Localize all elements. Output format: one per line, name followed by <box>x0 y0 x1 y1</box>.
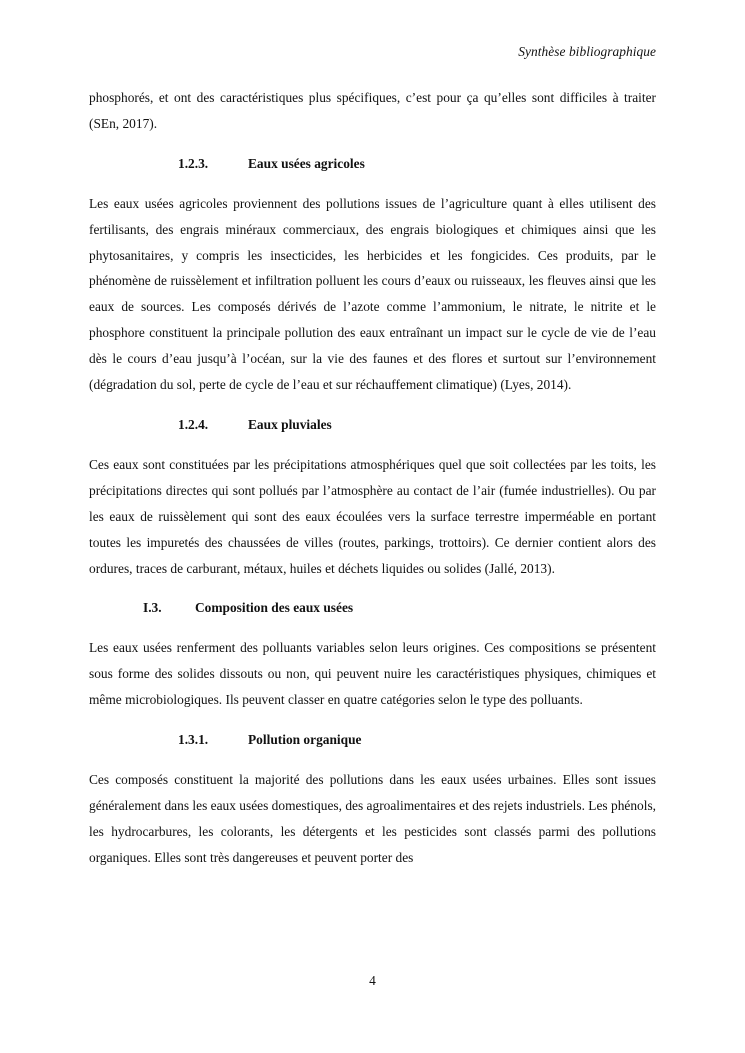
paragraph-rainwater: Ces eaux sont constituées par les précipitations atmosphériques quel que soit collectées par les toits, les précipitations directes qui sont pollués par l’atmosphère au contact de l’air (fumée industrielles). Ou par les eaux de ruissèlement qui sont des eaux écoulées vers la surface terrestre imperméable en portant toutes les impuretés des chaussées de villes (routes, parkings, trottoirs). Ce dernier contient alors des ordures, traces de carburant, métaux, huiles et déchets liquides ou solides (Jallé, 2013). <box>89 456 656 576</box>
section-heading-I-3 <box>89 595 656 621</box>
paragraph-organic-pollution: Ces composés constituent la majorité des pollutions dans les eaux usées urbaines. Elles sont issues généralement dans les eaux usées domestiques, des agroalimentaires et des rejets industriels. Les phénols, les hydrocarbures, les colorants, les détergents et les pesticides sont classés parmi des pollutions organiques. Elles sont très dangereuses et peuvent porter des <box>89 771 656 865</box>
paragraph-agricultural-wastewater: Les eaux usées agricoles proviennent des pollutions issues de l’agriculture quant à elles utilisent des fertilisants, des engrais minéraux commerciaux, des engrais biologiques et chimiques ainsi que les phytosanitaires, y compris les insecticides, les herbicides et les fongicides. Ces produits, par le phénomène de ruissèlement et infiltration polluent les cours d’eaux ou ruisseaux, les fleuves ainsi que les eaux de sources. Les composés dérivés de l’azote comme l’ammonium, le nitrate, le nitrite et le phosphore constituent la principale pollution des eaux entraînant un impact sur le cycle de vie de l’eau dès le cours d’eau jusqu’à l’océan, sur la vie des faunes et des flores et surtout sur l’environnement (dégradation du sol, perte de cycle de l’eau et sur réchauffement climatique) (Lyes, 2014). <box>89 195 656 393</box>
section-number: I.3. <box>143 600 162 616</box>
section-number: 1.3.1. <box>178 732 209 748</box>
section-number: 1.2.3. <box>178 155 209 171</box>
paragraph-composition: Les eaux usées renferment des polluants variables selon leurs origines. Ces compositions se présentent sous forme des solides dissouts ou non, qui peuvent nuire les caractéristiques physiques, chimiques et même microbiologiques. Ils peuvent classer en quatre catégories selon le type des polluants. <box>89 640 656 708</box>
section-heading-1-2-4 <box>89 412 656 438</box>
section-number: 1.2.4. <box>178 416 209 432</box>
section-heading-1-3-1 <box>89 727 656 753</box>
page-body <box>89 85 656 871</box>
paragraph-continuation: phosphorés, et ont des caractéristiques plus spécifiques, c’est pour ça qu’elles sont difficiles à traiter (SEn, 2017). <box>89 90 656 131</box>
section-title: Composition des eaux usées <box>195 600 354 616</box>
page-number: 4 <box>369 973 376 988</box>
running-header-title: Synthèse bibliographique <box>518 44 656 59</box>
section-title: Eaux pluviales <box>248 416 332 432</box>
section-title: Eaux usées agricoles <box>248 155 365 171</box>
section-title: Pollution organique <box>248 732 362 748</box>
section-heading-1-2-3 <box>89 151 656 177</box>
